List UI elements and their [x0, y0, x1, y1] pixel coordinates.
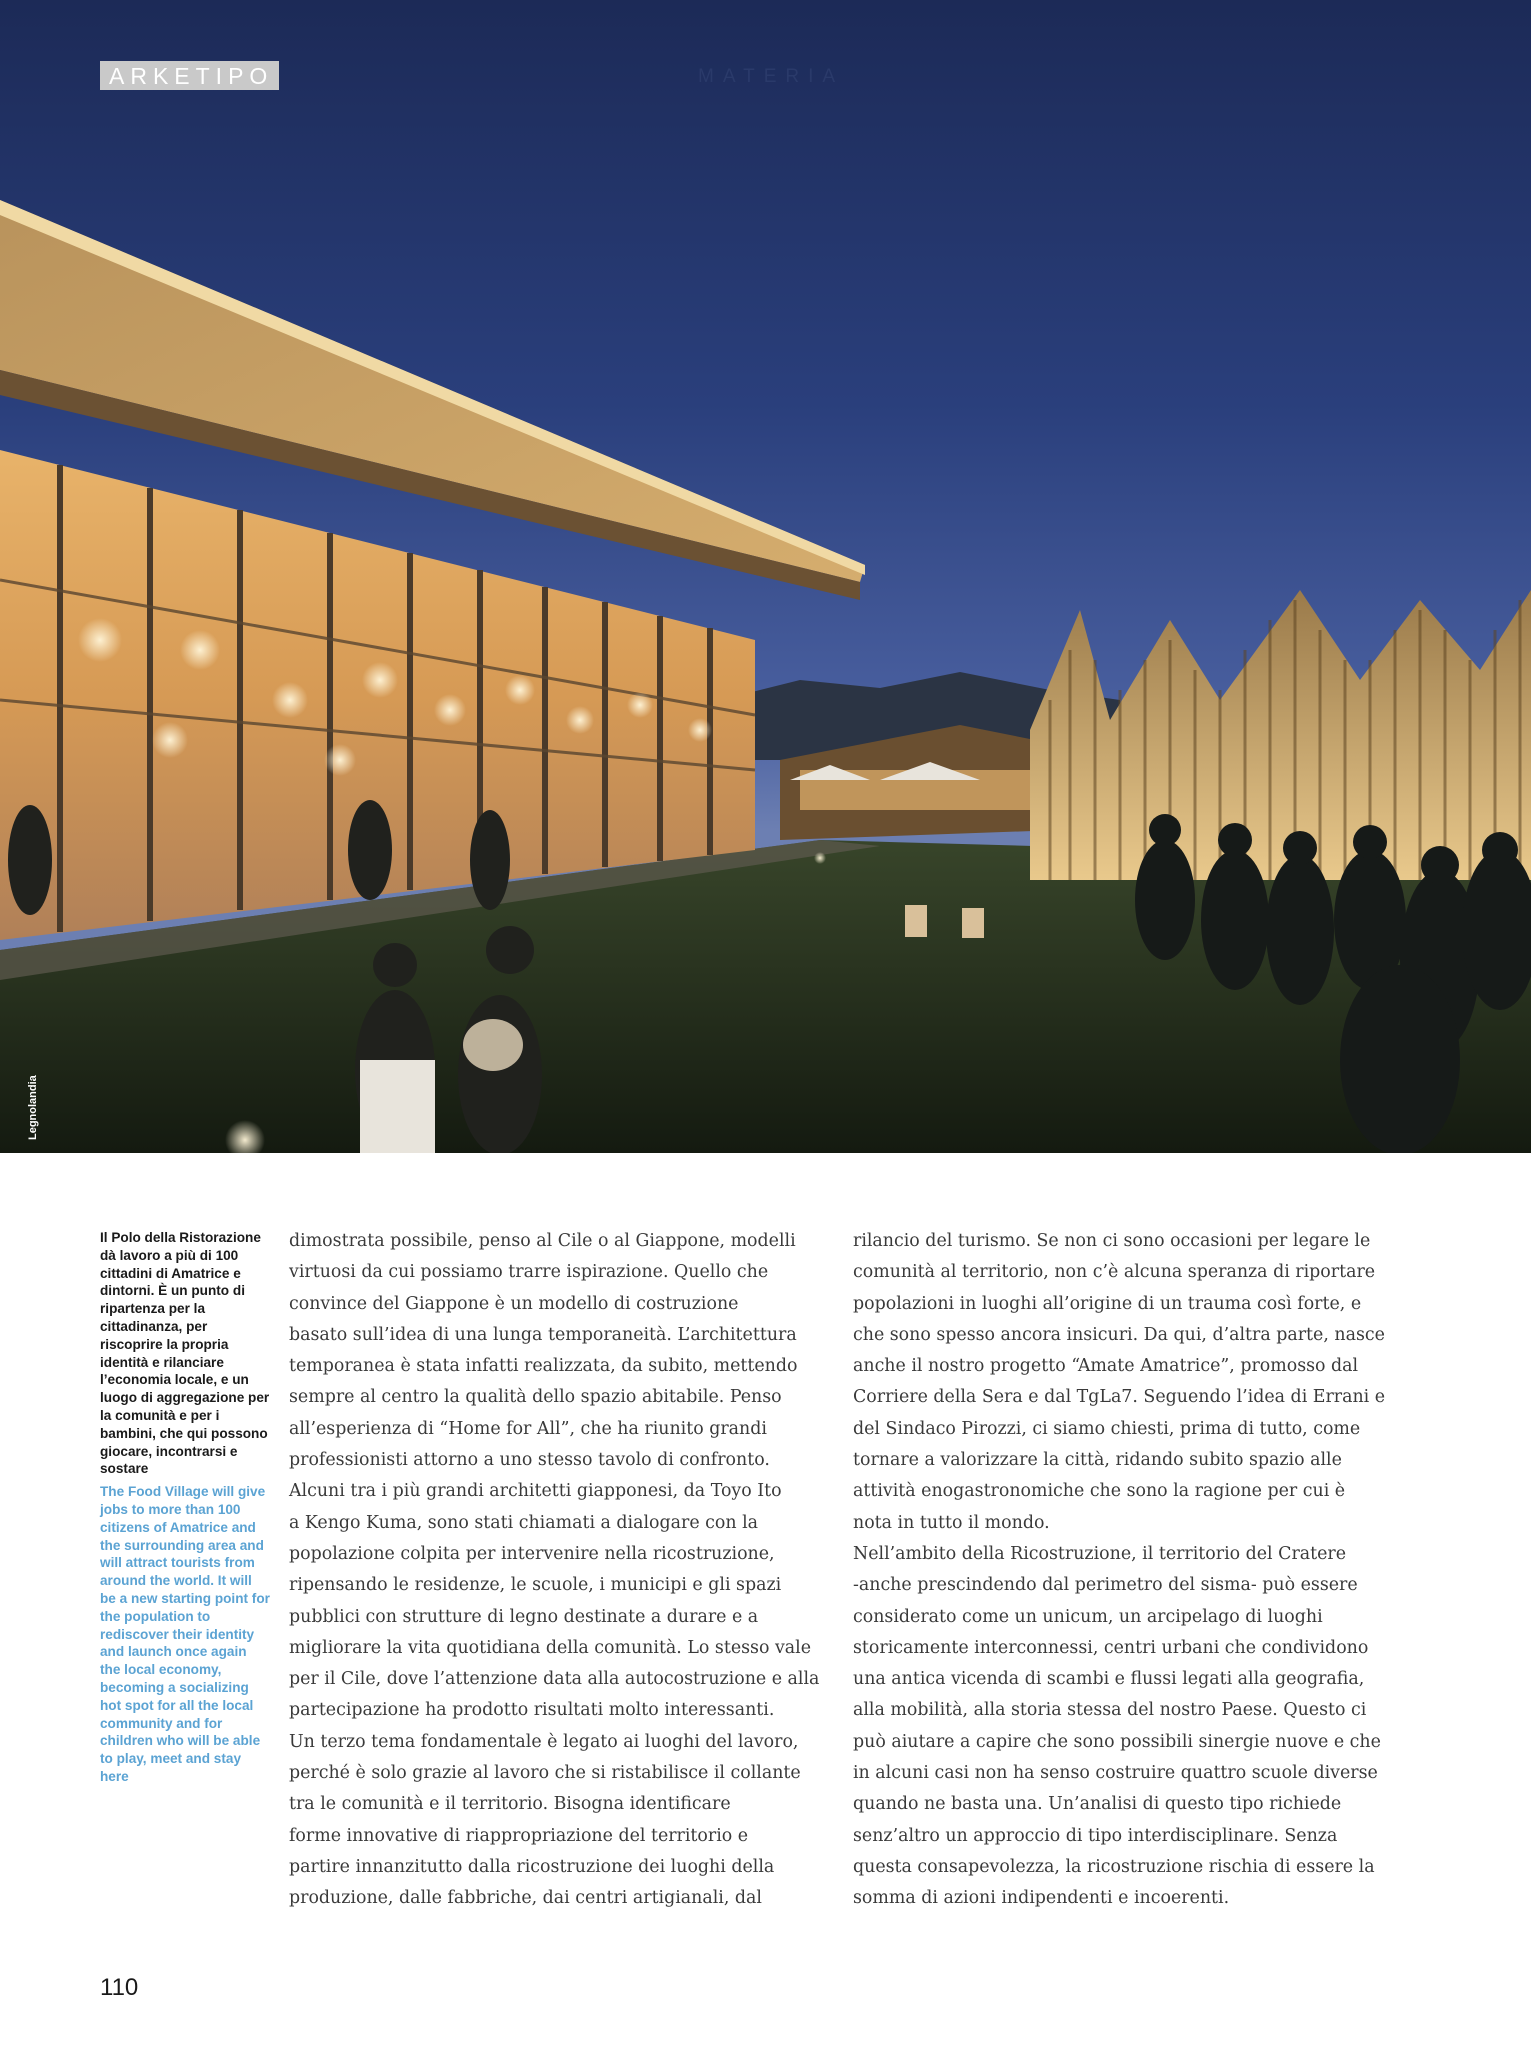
text-line: una antica vicenda di scambi e flussi legati alla geografia,: [853, 1669, 1365, 1690]
text-line: per il Cile, dove l’attenzione data alla autocostruzione e alla: [289, 1669, 820, 1690]
text-line: che sono spesso ancora insicuri. Da qui, d’altra parte, nasce: [853, 1324, 1385, 1345]
text-line: dimostrata possibile, penso al Cile o al Giappone, modelli: [289, 1231, 796, 1251]
article-column-left: [289, 1226, 819, 1915]
page-number: 110: [100, 1974, 139, 2001]
photo-credit: Legnolandia: [27, 1075, 39, 1140]
text-line: attività enogastronomiche che sono la ragione per cui è: [853, 1481, 1346, 1502]
text-line: in alcuni casi non ha senso costruire quattro scuole diverse: [853, 1763, 1378, 1784]
caption-italian: Il Polo della Ristorazione dà lavoro a più di 100 cittadini di Amatrice e dintorni. È un punto di ripartenza per la cittadinanza, per riscoprire la propria identità e rilanciare l’economia locale, e un luogo di aggregazione per la comunità e per i bambini, che qui possono giocare, incontrarsi e sostare: [100, 1230, 270, 1477]
text-line: sempre al centro la qualità dello spazio abitabile. Penso: [289, 1387, 782, 1408]
text-line: pubblici con strutture di legno destinate a durare e a: [289, 1606, 759, 1627]
text-line: professionisti attorno a uno stesso tavolo di confronto.: [289, 1450, 770, 1471]
text-line: Nell’ambito della Ricostruzione, il territorio del Cratere: [853, 1543, 1347, 1564]
text-line: alla mobilità, alla storia stessa del nostro Paese. Questo ci: [853, 1700, 1367, 1721]
text-line: Corriere della Sera e dal TgLa7. Seguendo l’idea di Errani e: [853, 1387, 1386, 1408]
text-line: rilancio del turismo. Se non ci sono occasioni per legare le: [853, 1231, 1371, 1251]
article-column-right: [853, 1226, 1385, 1915]
text-line: temporanea è stata infatti realizzata, da subito, mettendo: [289, 1356, 798, 1377]
text-line: convince del Giappone è un modello di costruzione: [289, 1293, 739, 1314]
text-line: virtuosi da cui possiamo trarre ispirazione. Quello che: [289, 1262, 769, 1283]
text-line: -anche prescindendo dal perimetro del sisma- può essere: [853, 1575, 1358, 1596]
text-line: senz’altro un approccio di tipo interdisciplinare. Senza: [853, 1825, 1338, 1846]
text-line: a Kengo Kuma, sono stati chiamati a dialogare con la: [289, 1512, 759, 1533]
text-line: forme innovative di riappropriazione del territorio e: [289, 1825, 749, 1846]
text-line: tornare a valorizzare la città, ridando subito spazio alle: [853, 1450, 1342, 1471]
text-line: anche il nostro progetto “Amate Amatrice”, promosso dal: [853, 1356, 1359, 1377]
section-title: MATERIA: [698, 66, 845, 87]
text-line: tra le comunità e il territorio. Bisogna identificare: [289, 1794, 731, 1815]
text-line: storicamente interconnessi, centri urbani che condividono: [853, 1637, 1369, 1658]
text-line: perché è solo grazie al lavoro che si ristabilisce il collante: [289, 1763, 801, 1784]
text-line: migliorare la vita quotidiana della comunità. Lo stesso vale: [289, 1637, 811, 1658]
text-line: ripensando le residenze, le scuole, i municipi e gli spazi: [289, 1575, 782, 1596]
text-line: quando ne basta una. Un’analisi di questo tipo richiede: [853, 1794, 1342, 1815]
text-line: comunità al territorio, non c’è alcuna speranza di riportare: [853, 1262, 1376, 1283]
text-line: somma di azioni indipendenti e incoerenti.: [853, 1888, 1230, 1909]
text-line: popolazioni in luoghi all’origine di un trauma così forte, e: [853, 1293, 1362, 1314]
text-line: popolazione colpita per intervenire nella ricostruzione,: [289, 1543, 775, 1564]
text-line: Un terzo tema fondamentale è legato ai luoghi del lavoro,: [289, 1731, 799, 1752]
text-line: nota in tutto il mondo.: [853, 1512, 1050, 1533]
text-line: Alcuni tra i più grandi architetti giapponesi, da Toyo Ito: [289, 1481, 782, 1502]
text-line: basato sull’idea di una lunga temporaneità. L’architettura: [289, 1324, 797, 1345]
photo-caption: [100, 1229, 270, 1786]
text-line: produzione, dalle fabbriche, dai centri artigianali, dal: [289, 1888, 762, 1909]
text-line: partecipazione ha prodotto risultati molto interessanti.: [289, 1700, 775, 1721]
text-line: considerato come un unicum, un arcipelago di luoghi: [853, 1606, 1323, 1627]
magazine-masthead: ARKETIPO: [100, 61, 279, 90]
text-line: può aiutare a capire che sono possibili sinergie nuove e che: [853, 1731, 1381, 1752]
caption-english: The Food Village will give jobs to more than 100 citizens of Amatrice and the surrounding area and will attract tourists from around the world. It will be a new starting point for the population to rediscover their identity and launch once again the local economy, becoming a socializing hot spot for all the local community and for children who will be able to play, meet and stay here: [100, 1484, 270, 1784]
text-line: questa consapevolezza, la ricostruzione rischia di essere la: [853, 1856, 1375, 1877]
text-line: del Sindaco Pirozzi, ci siamo chiesti, prima di tutto, come: [853, 1418, 1361, 1439]
text-line: all’esperienza di “Home for All”, che ha riunito grandi: [289, 1418, 767, 1439]
text-line: partire innanzitutto dalla ricostruzione dei luoghi della: [289, 1856, 775, 1877]
